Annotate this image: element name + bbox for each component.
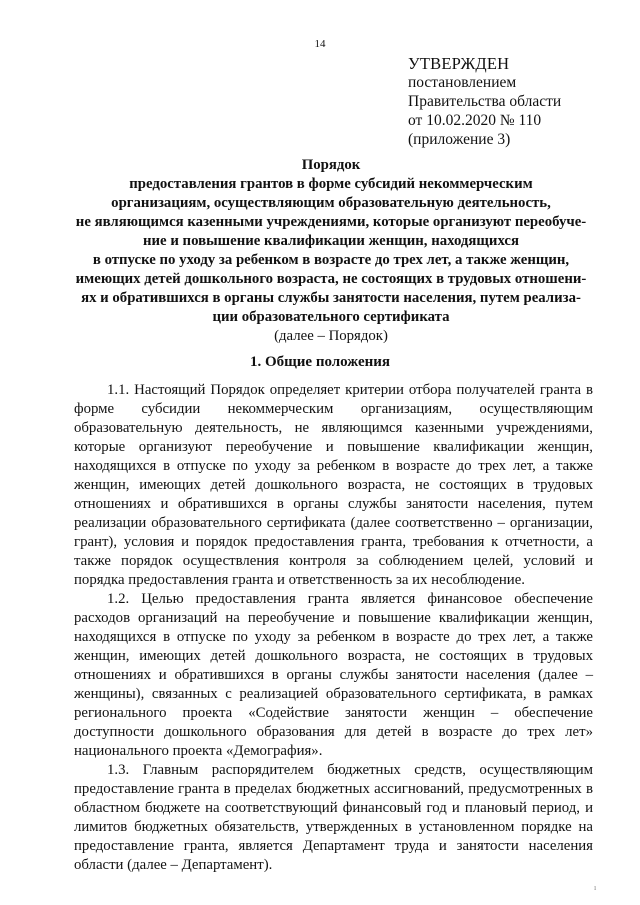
margin-mark: ı xyxy=(594,883,597,892)
paragraph: 1.1. Настоящий Порядок определяет критерии отбора получателей гранта в форме субсидии некоммерческим организациям, осуществляющим образовательную деятельность, не являющимся казенными учреждениями, которые организуют переобучение и повышение квалификации женщин, находящихся в отпуске по уходу за ребенком в возрасте до трех лет, а также женщин, имеющих детей дошкольного возраста, не состоящих в трудовых отношениях и обратившихся в органы службы занятости населения, путем реализации образовательного сертификата (далее соответственно – организации, грант), условия и порядок предоставления гранта, требования к отчетности, а также порядок осуществления контроля за соблюдением целей, условий и порядка предоставления гранта и ответственность за их несоблюдение. xyxy=(74,382,593,588)
section-heading: 1. Общие положения xyxy=(249,354,391,370)
approval-line: от 10.02.2020 № 110 xyxy=(408,112,542,129)
page-number: 14 xyxy=(314,38,326,50)
title-subtitle: (далее – Порядок) xyxy=(274,328,388,344)
title-line: организациям, осуществляющим образовательную деятельность, xyxy=(111,195,551,211)
approval-stamp xyxy=(408,54,561,149)
title-line: ние и повышение квалификации женщин, находящихся xyxy=(143,233,519,249)
paragraph: 1.3. Главным распорядителем бюджетных средств, осуществляющим предоставление гранта в пределах бюджетных ассигнований, предусмотренных в областном бюджете на соответствующий финансовый год и плановый период, и лимитов бюджетных обязательств, утвержденных в установленном порядке на предоставление гранта, является Департамент труда и занятости населения области (далее – Департамент). xyxy=(74,762,593,873)
title-line: предоставления грантов в форме субсидий некоммерческим xyxy=(129,176,533,192)
document-title xyxy=(70,156,592,346)
approval-line: (приложение 3) xyxy=(408,131,511,148)
title-line: в отпуске по уходу за ребенком в возрасте до трех лет, а также женщин, xyxy=(92,252,570,268)
title-line: ях и обратившихся в органы службы занятости населения, путем реализа- xyxy=(81,290,581,306)
paragraph: 1.2. Целью предоставления гранта является финансовое обеспечение расходов организаций на переобучение и повышение квалификации женщин, находящихся в отпуске по уходу за ребенком в возрасте до трех лет, а также женщин, имеющих детей дошкольного возраста, не состоящих в трудовых отношениях и обратившихся в органы службы занятости населения (далее – женщины), связанных с реализацией образовательного сертификата, в рамках регионального проекта «Содействие занятости женщин – обеспечение доступности дошкольного образования для детей в возрасте до трех лет» национального проекта «Демография». xyxy=(74,591,593,759)
title-line: не являющимся казенными учреждениями, которые организуют переобуче- xyxy=(75,214,587,230)
body-text xyxy=(74,381,593,875)
title-line: имеющих детей дошкольного возраста, не состоящих в трудовых отношени- xyxy=(75,271,587,287)
approval-heading: УТВЕРЖДЕН xyxy=(408,54,510,73)
approval-line: Правительства области xyxy=(408,93,562,110)
approval-line: постановлением xyxy=(408,74,517,91)
title-line: Порядок xyxy=(301,157,361,173)
title-line: ции образовательного сертификата xyxy=(212,309,450,325)
